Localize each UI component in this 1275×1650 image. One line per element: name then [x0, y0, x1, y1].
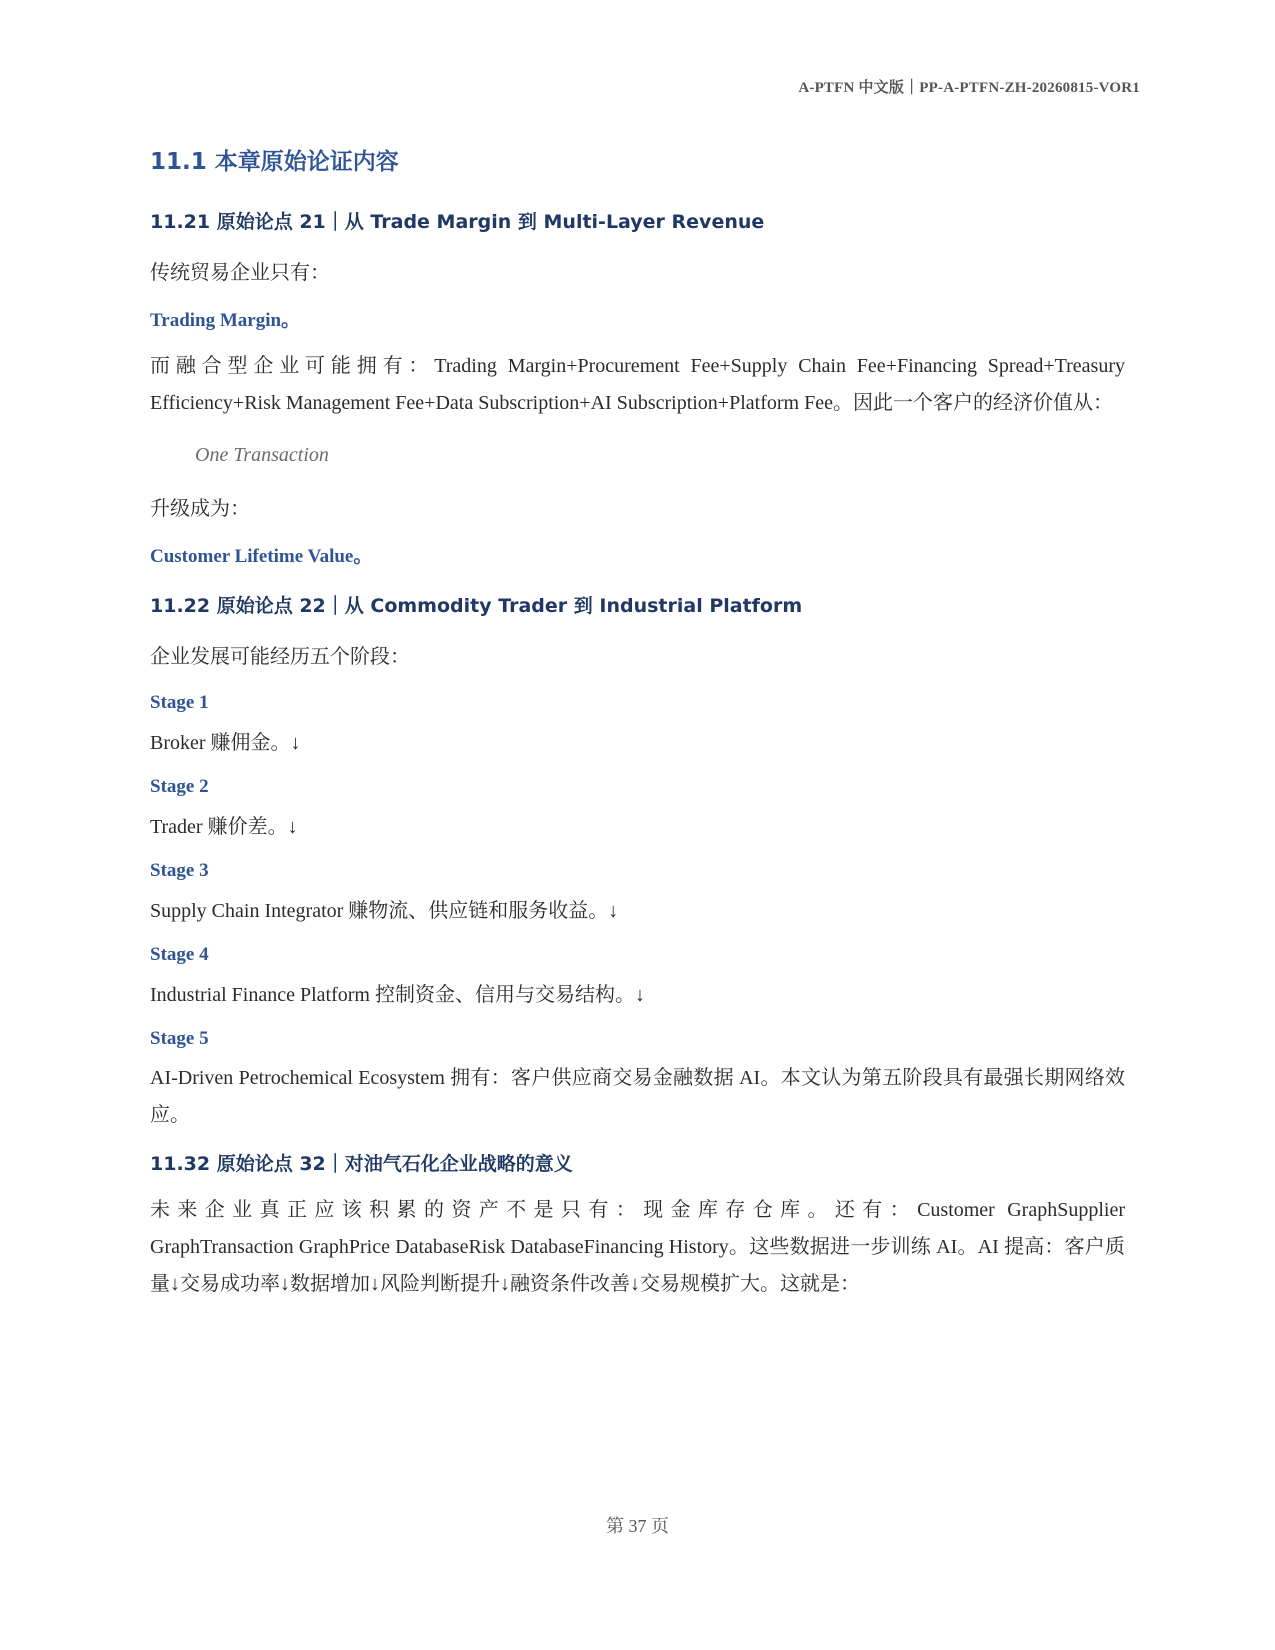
- stage-item: [150, 1024, 1125, 1134]
- section-title: 11.1 本章原始论证内容: [150, 149, 399, 175]
- stage-label: Stage 2: [150, 776, 209, 797]
- point-32-first-line: 未来企业真正应该积累的资产不是只有：现金库存仓库。还有：Customer GraphSupplier: [150, 1199, 1125, 1221]
- stage-label: Stage 3: [150, 860, 209, 881]
- stage-label: Stage 4: [150, 944, 209, 965]
- trading-margin-label: Trading Margin。: [150, 310, 301, 331]
- point-21-intro: 传统贸易企业只有：: [150, 262, 330, 284]
- one-transaction-quote: One Transaction: [195, 444, 329, 466]
- stage-label: Stage 5: [150, 1028, 209, 1049]
- clv-label: Customer Lifetime Value。: [150, 546, 373, 567]
- point-21-heading: 11.21 原始论点 21｜从 Trade Margin 到 Multi-Layer Revenue: [150, 211, 765, 233]
- point-32-body: GraphTransaction GraphPrice DatabaseRisk DatabaseFinancing History。这些数据进一步训练 AI。AI 提高：客户质量↓交易成功率↓数据增加↓风险判断提升↓融资条件改善↓交易规模扩大。这就是：: [150, 1236, 1125, 1295]
- point-22-heading: 11.22 原始论点 22｜从 Commodity Trader 到 Industrial Platform: [150, 595, 803, 617]
- document-header: A-PTFN 中文版｜PP-A-PTFN-ZH-20260815-VOR1: [798, 80, 1140, 96]
- stage-item: [150, 688, 1125, 762]
- point-32-heading: 11.32 原始论点 32｜对油气石化企业战略的意义: [150, 1153, 573, 1175]
- page-content: [150, 146, 1125, 1321]
- stage-item: [150, 772, 1125, 846]
- stage-text: Trader 赚价差。↓: [150, 816, 298, 838]
- stage-label: Stage 1: [150, 692, 209, 713]
- stage-text: Industrial Finance Platform 控制资金、信用与交易结构。↓: [150, 984, 645, 1006]
- point-21-body: 而融合型企业可能拥有：Trading Margin+Procurement Fee+Supply Chain Fee+Financing Spread+Treasury Efficiency+Risk Management Fee+Data Subscription+AI Subscription+Platform Fee。因此一个客户的经济价值从：: [150, 355, 1125, 414]
- point-22-intro: 企业发展可能经历五个阶段：: [150, 646, 410, 668]
- page-number: 第 37 页: [606, 1516, 669, 1536]
- stage-list: [150, 688, 1125, 1134]
- stage-text: Broker 赚佣金。↓: [150, 732, 301, 754]
- stage-text: Supply Chain Integrator 赚物流、供应链和服务收益。↓: [150, 900, 619, 922]
- stage-text: AI-Driven Petrochemical Ecosystem 拥有：客户供应商交易金融数据 AI。本文认为第五阶段具有最强长期网络效应。: [150, 1067, 1125, 1126]
- stage-item: [150, 940, 1125, 1014]
- stage-item: [150, 856, 1125, 930]
- point-21-upgrade: 升级成为：: [150, 498, 250, 520]
